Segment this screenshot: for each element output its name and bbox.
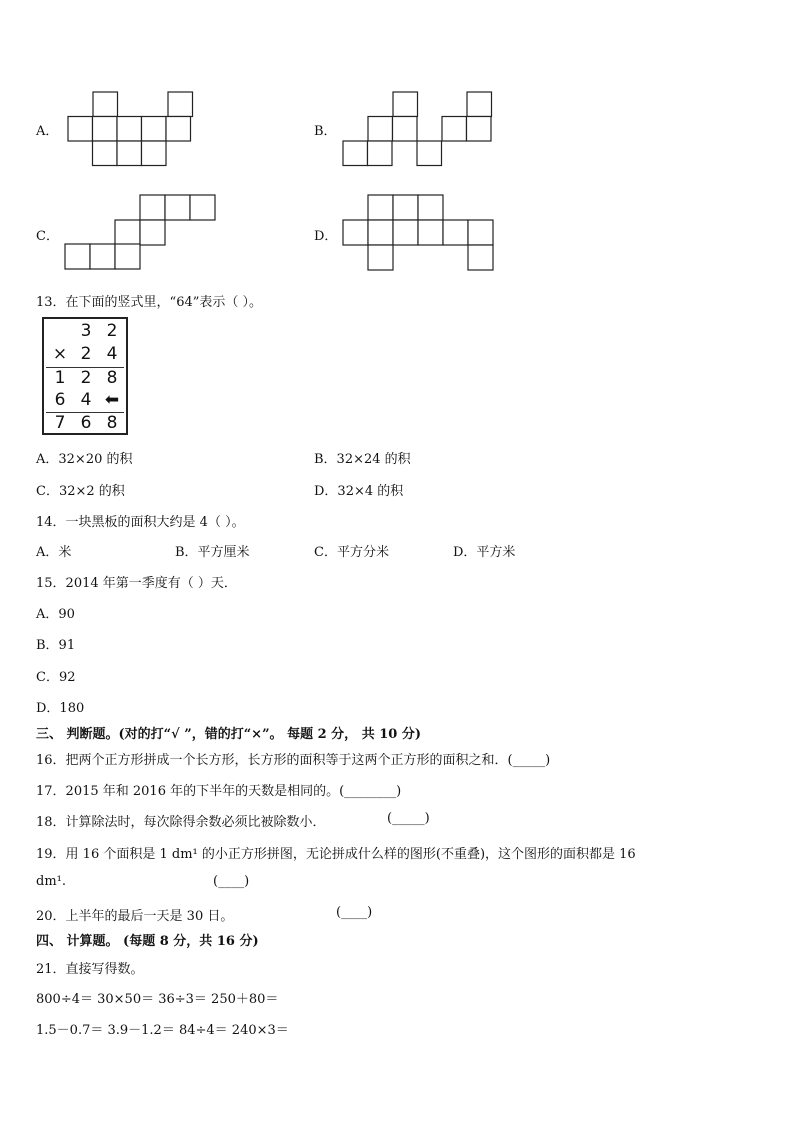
q19-text: 19．用 16 个面积是 1 dm¹ 的小正方形拼图，无论拼成什么样的图形(不重叠)，这个图形的面积都是 16 [36, 847, 636, 862]
calc-row-1 [44, 321, 126, 343]
q15-option-d[interactable]: D．180 [36, 701, 85, 716]
q14-option-a[interactable]: A．米 [36, 545, 72, 560]
calc-digit: 6 [54, 390, 66, 410]
calc-digit: 4 [80, 390, 92, 410]
q12-option-a-net[interactable] [66, 90, 196, 170]
q12-option-c-net[interactable] [63, 193, 223, 273]
q21-stem: 21．直接写得数。 [36, 962, 144, 977]
q13-option-c[interactable]: C．32×2 的积 [36, 484, 125, 499]
q14-stem: 14．一块黑板的面积大约是 4（ ）。 [36, 515, 245, 530]
q14-option-c[interactable]: C．平方分米 [314, 545, 389, 560]
q16-text: 16．把两个正方形拼成一个长方形，长方形的面积等于这两个正方形的面积之和．(_____) [36, 753, 551, 768]
calc-digit: 8 [106, 368, 118, 388]
q18-answer-blank[interactable]: (_____) [387, 811, 430, 826]
q12-option-c-label: C． [36, 229, 59, 244]
q14-option-d[interactable]: D．平方米 [453, 545, 516, 560]
q19-text-cont: dm¹. [36, 874, 66, 889]
left-arrow-icon: ⬅ [104, 390, 120, 410]
calc-row-5 [44, 413, 126, 435]
calc-row-3 [44, 368, 126, 390]
section-4-title: 四、 计算题。 (每题 8 分，共 16 分) [36, 934, 259, 949]
q12-option-b-net[interactable] [341, 90, 496, 170]
q15-option-b[interactable]: B．91 [36, 638, 76, 653]
q21-row-2: 1.5－0.7＝ 3.9－1.2＝ 84÷4＝ 240×3＝ [36, 1023, 289, 1038]
q14-option-b[interactable]: B．平方厘米 [175, 545, 250, 560]
section-3-title: 三、 判断题。(对的打“√ ”，错的打“×”。 每题 2 分， 共 10 分) [36, 727, 421, 742]
calc-digit: 8 [106, 413, 118, 433]
calc-row-4 [44, 390, 126, 412]
vertical-multiplication-box [42, 317, 128, 435]
calc-digit: 2 [106, 321, 118, 341]
q20-text: 20．上半年的最后一天是 30 日。 [36, 909, 234, 924]
q13-option-a[interactable]: A．32×20 的积 [36, 452, 133, 467]
q15-option-a[interactable]: A．90 [36, 607, 75, 622]
calc-digit: 2 [80, 344, 92, 364]
times-sign: × [52, 344, 68, 364]
q19-answer-blank[interactable]: (____) [213, 874, 250, 889]
calc-digit: 1 [54, 368, 66, 388]
q15-stem: 15．2014 年第一季度有（ ）天． [36, 576, 237, 591]
q13-stem: 13．在下面的竖式里，“64”表示（ ）。 [36, 295, 263, 310]
q15-option-c[interactable]: C．92 [36, 670, 76, 685]
q18-text: 18．计算除法时，每次除得余数必须比被除数小． [36, 815, 326, 830]
calc-digit: 2 [80, 368, 92, 388]
q12-option-d-label: D． [314, 229, 338, 244]
calc-digit: 7 [54, 413, 66, 433]
q12-option-d-net[interactable] [341, 193, 501, 273]
calc-digit: 4 [106, 344, 118, 364]
q17-text: 17．2015 年和 2016 年的下半年的天数是相同的。(________) [36, 784, 402, 799]
q21-row-1: 800÷4＝ 30×50＝ 36÷3＝ 250＋80＝ [36, 992, 279, 1007]
q20-answer-blank[interactable]: (____) [336, 905, 373, 920]
calc-row-2 [44, 344, 126, 366]
q13-option-b[interactable]: B．32×24 的积 [314, 452, 411, 467]
calc-digit: 6 [80, 413, 92, 433]
q13-option-d[interactable]: D．32×4 的积 [314, 484, 404, 499]
q12-option-b-label: B． [314, 124, 337, 139]
calc-digit: 3 [80, 321, 92, 341]
q12-option-a-label: A． [36, 124, 59, 139]
